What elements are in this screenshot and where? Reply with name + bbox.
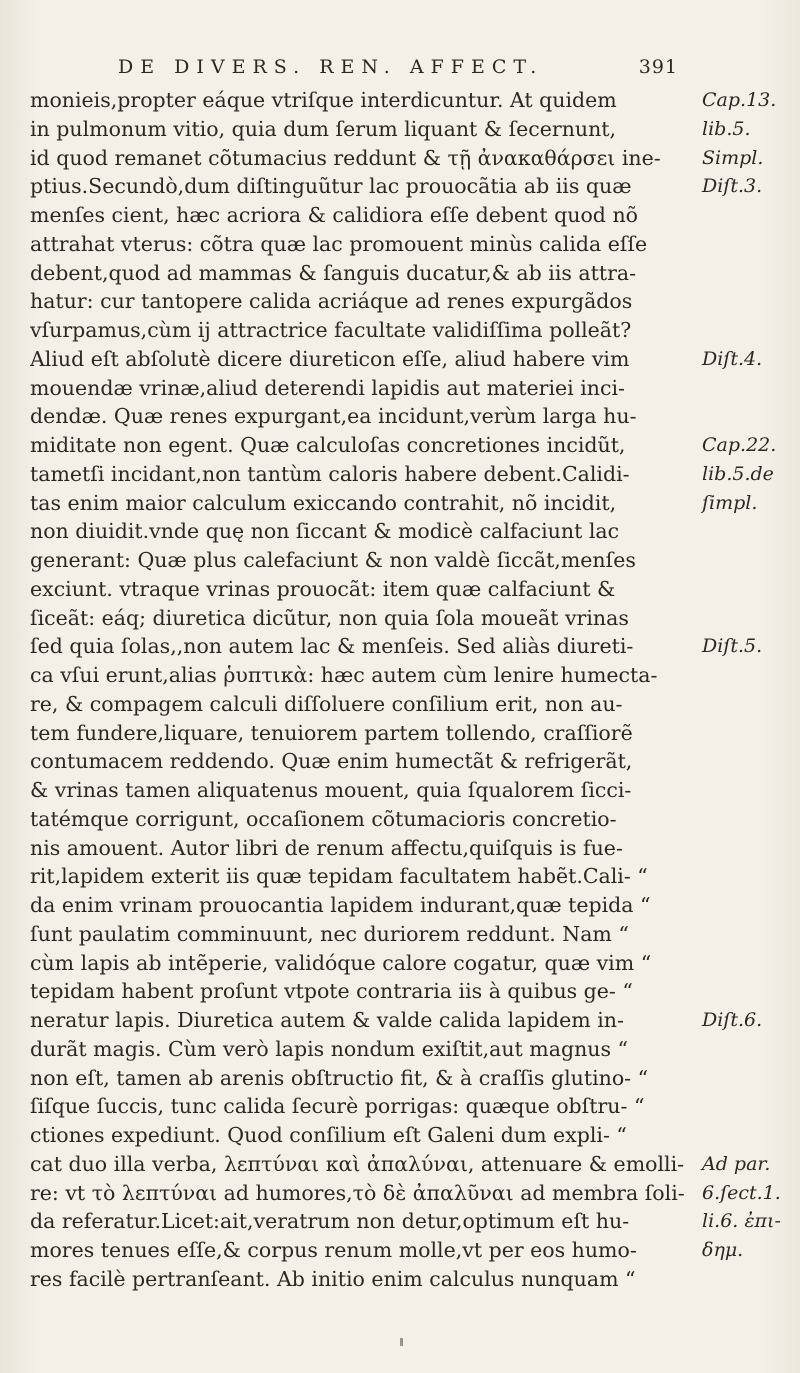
page-header xyxy=(118,56,678,82)
margin-note: li.6. ἐπι- xyxy=(702,1210,781,1233)
text-line: tepidam habent proſunt vtpote contraria iis à quibus ge- “ xyxy=(30,979,633,1004)
text-line: tametſi incidant,non tantùm caloris habere debent.Calidi- xyxy=(30,461,630,486)
text-line: attrahat vterus: cõtra quæ lac promouent minùs calida eſſe xyxy=(30,231,648,256)
text-line: rit,lapidem exterit iis quæ tepidam facultatem habẽt.Cali- “ xyxy=(30,864,648,889)
text-line: non eſt, tamen ab arenis obſtructio fit, & à craſſis glutino- “ xyxy=(30,1065,649,1090)
text-line: dendæ. Quæ renes expurgant,ea incidunt,verùm larga hu- xyxy=(30,404,637,429)
margin-note: Diſt.3. xyxy=(702,175,763,198)
text-line: menſes cient, hæc acriora & calidiora eſſe debent quod nõ xyxy=(30,203,638,227)
text-line: re: vt τὸ λεπτύναι ad humores,τὸ δὲ ἀπαλῦναι ad membra ſoli- xyxy=(30,1180,685,1205)
text-line: ca vſui erunt,alias ῥυπτικὰ: hæc autem cùm lenire humecta- xyxy=(30,663,658,687)
text-line: res facilè pertranſeant. Ab initio enim calculus nunquam “ xyxy=(30,1266,636,1291)
text-line: da enim vrinam prouocantia lapidem indurant,quæ tepida “ xyxy=(30,893,651,917)
margin-note: lib.5. xyxy=(702,117,751,140)
text-line: durãt magis. Cùm verò lapis nondum exiſtit,aut magnus “ xyxy=(30,1036,629,1061)
text-line: monieis,propter eáque vtriſque interdicuntur. At quidem xyxy=(30,88,617,112)
text-line: vſurpamus,cùm ij attractrice facultate validiſſima polleãt? xyxy=(30,318,632,342)
text-line: re, & compagem calculi diſſoluere conſilium erit, non au- xyxy=(30,691,623,716)
text-line: miditate non egent. Quæ calculoſas concretiones incidũt, xyxy=(30,433,626,457)
text-line: generant: Quæ plus calefaciunt & non valdè ſiccãt,menſes xyxy=(30,548,636,572)
text-line: mores tenues eſſe,& corpus renum molle,vt per eos humo- xyxy=(30,1238,637,1262)
margin-note: Cap.22. xyxy=(702,434,777,456)
page-number: 391 xyxy=(638,56,678,78)
text-line: & vrinas tamen aliquatenus mouent, quia ſqualorem ſicci- xyxy=(30,778,632,802)
running-title: DE DIVERS. REN. AFFECT. xyxy=(118,56,544,78)
text-line: contumacem reddendo. Quæ enim humectãt & refrigerãt, xyxy=(30,749,633,774)
text-line: ſiſque ſuccis, tunc calida ſecurè porrigas: quæque obſtru- “ xyxy=(30,1094,645,1119)
text-line: in pulmonum vitio, quia dum ſerum liquant & ſecernunt, xyxy=(30,116,617,141)
text-line: cùm lapis ab intẽperie, validóque calore cogatur, quæ vim “ xyxy=(30,950,652,975)
text-line: ſiceãt: eáq; diuretica dicũtur, non quia ſola moueãt vrinas xyxy=(30,605,629,630)
margin-note: Cap.13. xyxy=(702,89,777,111)
text-line: ſed quia ſolas,,non autem lac & menſeis. Sed aliàs diureti- xyxy=(30,634,634,659)
text-line: mouendæ vrinæ,aliud deterendi lapidis aut materiei inci- xyxy=(30,375,625,400)
text-line: Aliud eſt abſolutè dicere diureticon eſſe, aliud habere vim xyxy=(30,346,630,371)
margin-note: 6.ſect.1. xyxy=(702,1181,781,1204)
text-line: ptius.Secundò,dum diſtinguũtur lac prouocãtia ab iis quæ xyxy=(30,174,632,199)
text-line: non diuidit.vnde quę non ſiccant & modicè calfaciunt lac xyxy=(30,519,620,544)
text-line: tatémque corrigunt, occaſionem cõtumacioris concretio- xyxy=(30,806,617,831)
text-line: cat duo illa verba, λεπτύναι καὶ ἀπαλύναι, attenuare & emolli- xyxy=(30,1151,685,1176)
text-line: nis amouent. Autor libri de renum affectu,quiſquis is fue- xyxy=(30,835,623,860)
text-line: id quod remanet cõtumacius reddunt & τῇ ἀνακαθάρσει ine- xyxy=(30,145,661,170)
text-line: tas enim maior calculum exiccando contrahit, nõ incidit, xyxy=(30,490,617,515)
margin-note: lib.5.de xyxy=(702,462,774,485)
text-line: debent,quod ad mammas & ſanguis ducatur,& ab iis attra- xyxy=(30,260,637,285)
text-line: ſunt paulatim comminuunt, nec duriorem reddunt. Nam “ xyxy=(30,921,629,946)
text-line: ctiones expediunt. Quod conſilium eſt Galeni dum expli- “ xyxy=(30,1123,627,1147)
margin-note: Diſt.6. xyxy=(702,1009,763,1031)
margin-note: δημ. xyxy=(702,1239,744,1261)
text-line: neratur lapis. Diuretica autem & valde calida lapidem in- xyxy=(30,1008,624,1032)
paper-speck xyxy=(400,1338,403,1346)
text-line: da referatur.Licet:ait,veratrum non detur,optimum eſt hu- xyxy=(30,1209,630,1234)
text-line: exciunt. vtraque vrinas prouocãt: item quæ calfaciunt & xyxy=(30,576,616,601)
text-line: hatur: cur tantopere calida acriáque ad renes expurgãdos xyxy=(30,289,633,314)
margin-note: Ad par. xyxy=(702,1152,771,1175)
margin-note: Simpl. xyxy=(702,146,764,169)
text-line: tem fundere,liquare, tenuiorem partem tollendo, craſſiorẽ xyxy=(30,720,633,745)
margin-note: Diſt.4. xyxy=(702,347,763,370)
main-text-column xyxy=(30,86,698,1294)
margin-note: Diſt.5. xyxy=(702,635,763,658)
margin-note: ſimpl. xyxy=(702,491,758,514)
